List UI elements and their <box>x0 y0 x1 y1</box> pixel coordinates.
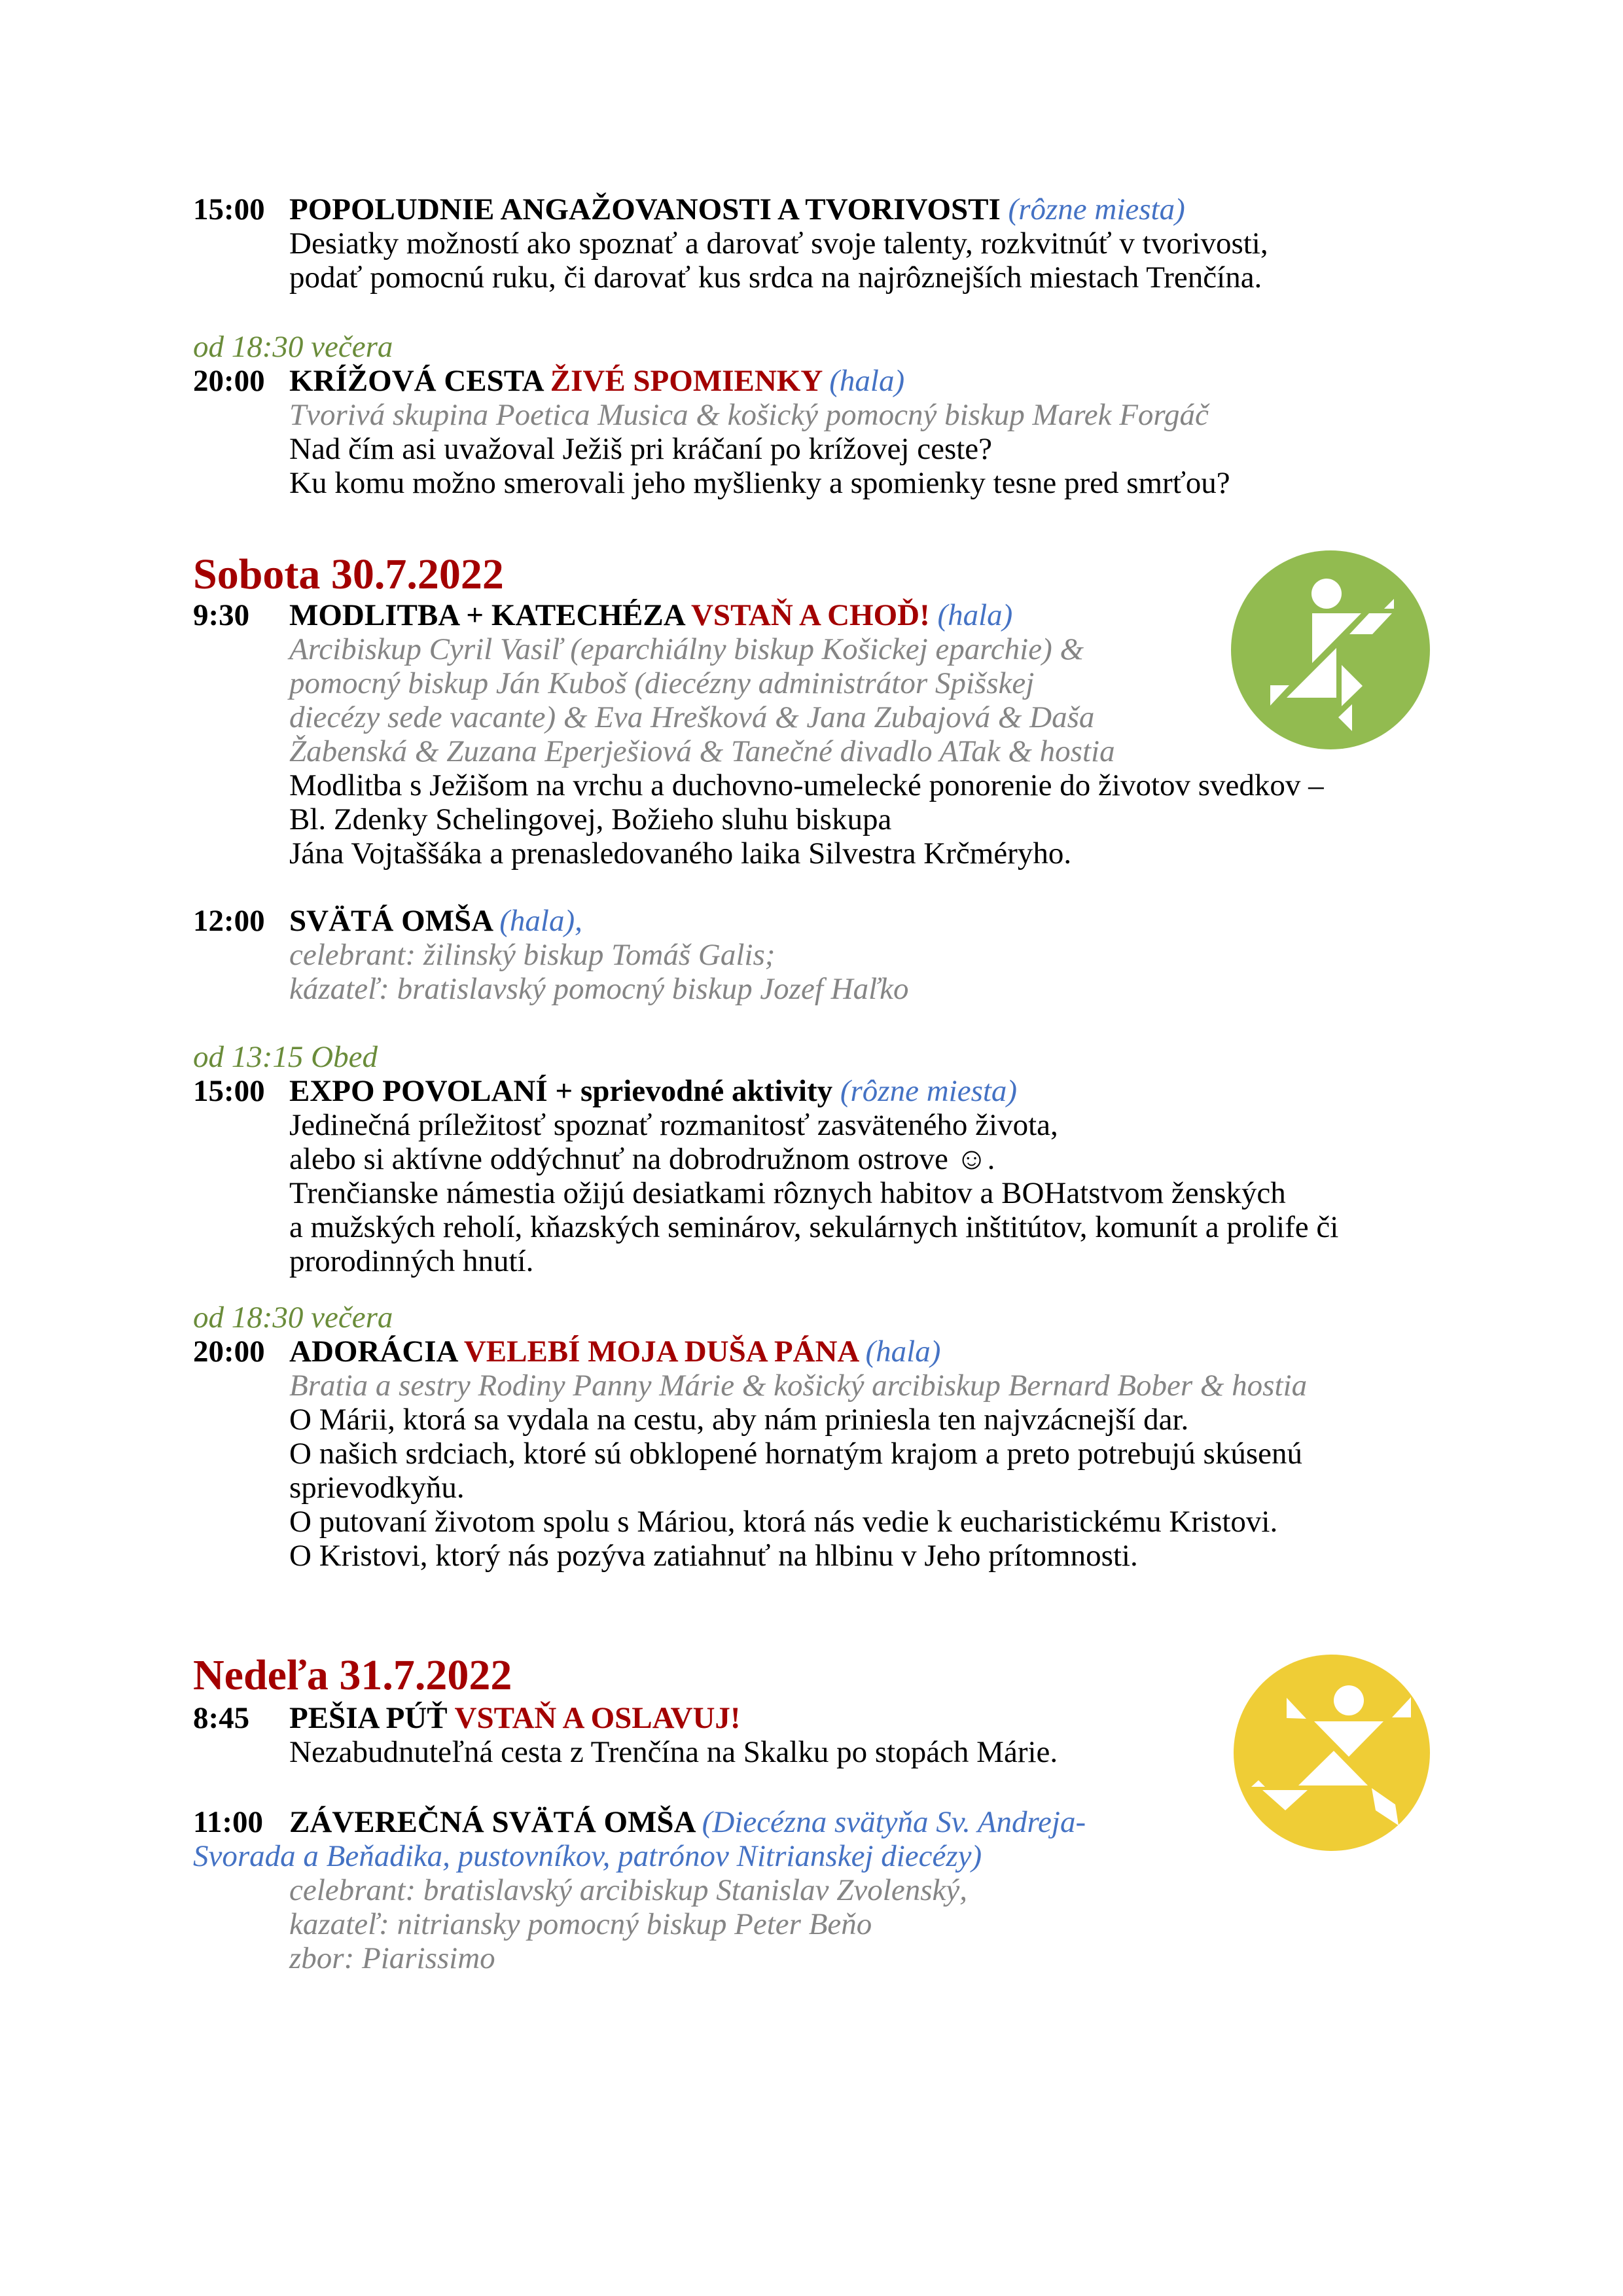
logo-green-tangram-walking-icon <box>1230 549 1431 751</box>
note-line <box>0 1040 1623 1074</box>
logo-yellow-tangram-celebrating-icon <box>1231 1652 1433 1854</box>
event-block <box>0 1300 1623 1573</box>
event-heading <box>0 192 1623 226</box>
event-heading <box>0 1335 1623 1369</box>
description-line <box>0 1210 1623 1244</box>
event-heading <box>0 364 1623 398</box>
description-line <box>0 836 1623 870</box>
line-text: Nezabudnuteľná cesta z Trenčína na Skalku po stopách Márie. <box>289 1735 1058 1769</box>
line-text: O Márii, ktorá sa vydala na cestu, aby nám priniesla ten najvzácnejší dar. <box>289 1403 1189 1437</box>
line-text: a mužských reholí, kňazských seminárov, sekulárnych inštitútov, komunít a prolife či <box>289 1210 1339 1244</box>
event-name: PEŠIA PÚŤ <box>289 1701 455 1735</box>
time-note: od 18:30 večera <box>193 1300 393 1335</box>
line-text: Jedinečná príležitosť spoznať rozmanitosť zasväteného života, <box>289 1108 1058 1142</box>
event-name: SVÄTÁ OMŠA <box>289 904 500 938</box>
event-location: (hala) <box>865 1335 941 1369</box>
line-text: podať pomocnú ruku, či darovať kus srdca na najrôznejších miestach Trenčína. <box>289 260 1262 295</box>
description-line <box>0 226 1623 260</box>
line-text: O Kristovi, ktorý nás pozýva zatiahnuť na hlbinu v Jeho prítomnosti. <box>289 1539 1138 1573</box>
day-heading: Sobota 30.7.2022 <box>193 550 504 598</box>
line-text: Bl. Zdenky Schelingovej, Božieho sluhu biskupa <box>289 802 892 836</box>
line-text: Nad čím asi uvažoval Ježiš pri kráčaní po krížovej ceste? <box>289 432 993 466</box>
line-text: prorodinných hnutí. <box>289 1244 534 1278</box>
line-text: kazateľ: nitriansky pomocný biskup Peter Beňo <box>289 1907 872 1941</box>
participants-line <box>0 972 1623 1006</box>
description-line <box>0 802 1623 836</box>
event-title <box>289 904 582 938</box>
event-time: 20:00 <box>193 1335 265 1369</box>
description-line <box>0 768 1623 802</box>
line-text: zbor: Piarissimo <box>289 1941 495 1975</box>
event-location: (rôzne miesta) <box>840 1074 1018 1108</box>
description-line <box>0 1176 1623 1210</box>
event-theme: VSTAŇ A OSLAVUJ! <box>454 1701 741 1735</box>
line-text: Žabenská & Zuzana Eperješiová & Tanečné divadlo ATak & hostia <box>289 734 1115 768</box>
participants-line <box>0 1907 1623 1941</box>
participants-line <box>0 1873 1623 1907</box>
description-line <box>0 1437 1623 1471</box>
event-block <box>0 1040 1623 1278</box>
event-heading <box>0 1074 1623 1108</box>
note-line <box>0 1300 1623 1335</box>
event-title <box>289 1805 1086 1839</box>
event-title <box>289 1335 940 1369</box>
participants-line <box>0 1941 1623 1975</box>
line-text: Trenčianske námestia ožijú desiatkami rôznych habitov a BOHatstvom ženských <box>289 1176 1286 1210</box>
event-block <box>0 904 1623 1006</box>
event-time: 20:00 <box>193 364 265 398</box>
line-text: Jána Vojtaššáka a prenasledovaného laika Silvestra Krčméryho. <box>289 836 1072 870</box>
description-line <box>0 1471 1623 1505</box>
description-line <box>0 1539 1623 1573</box>
event-name: ADORÁCIA <box>289 1335 464 1369</box>
event-location: (Diecézna svätyňa Sv. Andreja- <box>702 1805 1086 1839</box>
description-line <box>0 260 1623 295</box>
event-location: (hala) <box>937 598 1013 632</box>
line-text: Desiatky možností ako spoznať a darovať svoje talenty, rozkvitnúť v tvorivosti, <box>289 226 1268 260</box>
event-title <box>289 1074 1017 1108</box>
line-text: Svorada a Beňadika, pustovníkov, patrónov Nitrianskej diecézy) <box>193 1839 982 1873</box>
time-note: od 13:15 Obed <box>193 1040 378 1074</box>
line-text: celebrant: žilinský biskup Tomáš Galis; <box>289 938 776 972</box>
description-line <box>0 432 1623 466</box>
description-line <box>0 1505 1623 1539</box>
description-line <box>0 1108 1623 1142</box>
participants-line <box>0 938 1623 972</box>
event-time: 8:45 <box>193 1701 250 1735</box>
description-line <box>0 1244 1623 1278</box>
line-text: O našich srdciach, ktoré sú obklopené hornatým krajom a preto potrebujú skúsenú <box>289 1437 1302 1471</box>
event-name: POPOLUDNIE ANGAŽOVANOSTI A TVORIVOSTI <box>289 192 1008 226</box>
participants-line <box>0 398 1623 432</box>
event-title <box>289 192 1185 226</box>
event-block <box>0 330 1623 500</box>
description-line <box>0 1142 1623 1176</box>
note-line <box>0 330 1623 364</box>
line-text: sprievodkyňu. <box>289 1471 465 1505</box>
event-block <box>0 192 1623 295</box>
event-title <box>289 598 1012 632</box>
description-line <box>0 466 1623 500</box>
line-text: diecézy sede vacante) & Eva Hrešková & Jana Zubajová & Daša <box>289 700 1095 734</box>
description-line <box>0 1403 1623 1437</box>
event-name: MODLITBA + KATECHÉZA <box>289 598 691 632</box>
event-time: 11:00 <box>193 1805 264 1839</box>
event-time: 9:30 <box>193 598 250 632</box>
line-text: Bratia a sestry Rodiny Panny Márie & košický arcibiskup Bernard Bober & hostia <box>289 1369 1308 1403</box>
event-time: 15:00 <box>193 192 265 226</box>
day-heading: Nedeľa 31.7.2022 <box>193 1651 512 1699</box>
event-time: 12:00 <box>193 904 265 938</box>
event-heading <box>0 904 1623 938</box>
event-name: ZÁVEREČNÁ SVÄTÁ OMŠA <box>289 1805 702 1839</box>
event-theme: VELEBÍ MOJA DUŠA PÁNA <box>463 1335 866 1369</box>
line-text: celebrant: bratislavský arcibiskup Stanislav Zvolenský, <box>289 1873 967 1907</box>
time-note: od 18:30 večera <box>193 330 393 364</box>
event-location: (rôzne miesta) <box>1008 192 1185 226</box>
event-theme: VSTAŇ A CHOĎ! <box>690 598 938 632</box>
line-text: Modlitba s Ježišom na vrchu a duchovno-umelecké ponorenie do životov svedkov – <box>289 768 1324 802</box>
event-time: 15:00 <box>193 1074 265 1108</box>
line-text: O putovaní životom spolu s Máriou, ktorá nás vedie k eucharistickému Kristovi. <box>289 1505 1278 1539</box>
event-location: (hala) <box>829 364 905 398</box>
event-title <box>289 364 904 398</box>
event-name: KRÍŽOVÁ CESTA <box>289 364 550 398</box>
line-text: Tvorivá skupina Poetica Musica & košický pomocný biskup Marek Forgáč <box>289 398 1209 432</box>
participants-line <box>0 1369 1623 1403</box>
line-text: pomocný biskup Ján Kuboš (diecézny administrátor Spišskej <box>289 666 1035 700</box>
event-location: (hala), <box>499 904 582 938</box>
event-title <box>289 1701 741 1735</box>
line-text: Ku komu možno smerovali jeho myšlienky a spomienky tesne pred smrťou? <box>289 466 1230 500</box>
line-text: alebo si aktívne oddýchnuť na dobrodružnom ostrove ☺. <box>289 1142 995 1176</box>
line-text: kázateľ: bratislavský pomocný biskup Jozef Haľko <box>289 972 909 1006</box>
event-theme: ŽIVÉ SPOMIENKY <box>550 364 830 398</box>
event-name: EXPO POVOLANÍ + sprievodné aktivity <box>289 1074 840 1108</box>
line-text: Arcibiskup Cyril Vasiľ (eparchiálny biskup Košickej eparchie) & <box>289 632 1084 666</box>
